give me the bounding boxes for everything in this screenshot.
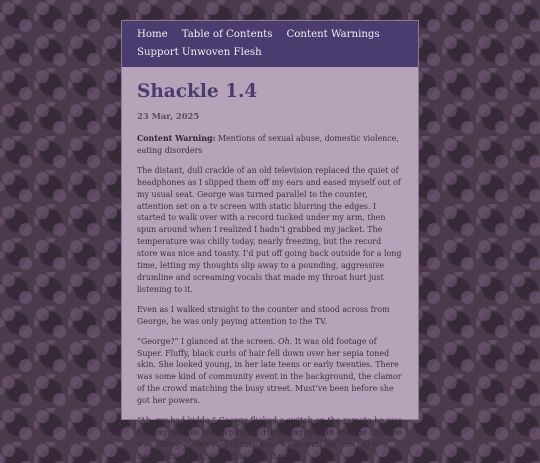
nav-row-primary [137,26,403,44]
paragraph-3-emphasis: Oh. [278,336,293,346]
post-date: 23 Mar, 2025 [137,111,200,121]
nav-link-content-warnings[interactable]: Content Warnings [286,29,380,40]
content-warning-text: Mentions of sexual abuse, domestic violence, eating disorders [137,134,399,155]
content-warning [137,133,403,157]
nav-row-secondary [137,44,403,62]
nav-link-support[interactable]: Support Unwoven Flesh [137,47,262,58]
paragraph-3-start: “George?” I glanced at the screen. [137,336,279,346]
content-warning-label: Content Warning: [137,134,216,143]
top-navigation [122,21,418,67]
nav-link-table-of-contents[interactable]: Table of Contents [181,29,273,40]
paragraph-4: “Ah, my bad kiddo.” George flicked a switch on the remote he was holding and the image paused. He swung around and the chair he was sitting in swiveled to face me. “I was watchin’ the big new documentary on Super. You seen it yet?” [137,416,402,461]
paragraph-2: Even as I walked straight to the counter and stood across from George, he was only paying attention to the TV. [137,304,390,326]
paragraph-1: The distant, dull crackle of an old television replaced the quiet of headphones as I slipped them off my ears and eased myself out of my usual seat. George was turned parallel to the counter, attention set on a tv screen with static blurring the edges. I started to walk over with a record tucked under my arm, then spun around when I realized I hadn’t grabbed my jacket. The temperature was chilly today, nearly freezing, but the record store was nice and toasty. I’d put off going back outside for a long time, letting my thoughts slip away to a pounding, aggressive drumline and screaming vocals that made my throat hurt just listening to it. [137,165,402,294]
page-container [121,20,419,461]
paragraph-3-end: It was old footage of Super. Fluffy, black curls of hair fell down over her sepia toned skin. She looked young, in her late teens or early twenties. There was some kind of community event in the background, the clamor of the crowd matching the busy street. Must’ve been before she got her powers. [137,336,402,406]
post-content [122,67,418,463]
nav-link-home[interactable]: Home [137,29,168,40]
paragraph-3 [137,336,403,407]
post-title: Shackle 1.4 [137,81,258,102]
